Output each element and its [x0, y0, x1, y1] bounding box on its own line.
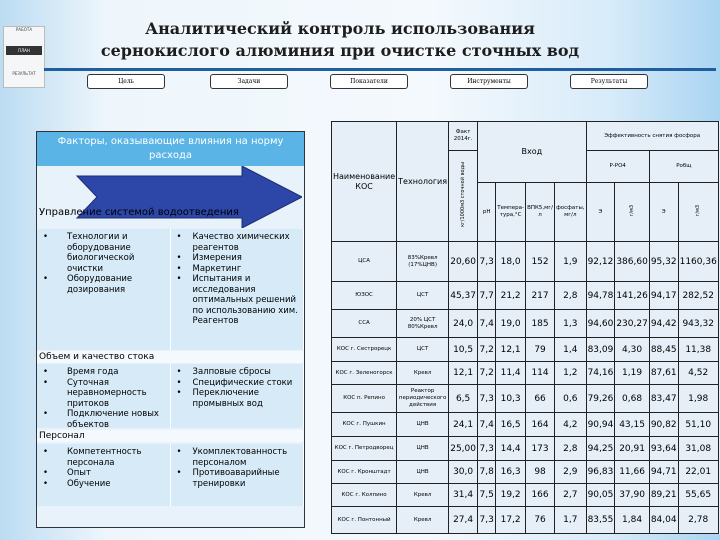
logo-bottom: РЕЗУЛЬТАТ	[12, 71, 36, 76]
table-cell: 22,01	[678, 461, 718, 484]
table-cell: 11,38	[678, 338, 718, 362]
table-cell: 282,52	[678, 282, 718, 310]
table-cell: 19,0	[496, 310, 526, 338]
table-cell: 1,3	[555, 310, 586, 338]
table-cell: 83,09	[586, 338, 615, 362]
table-cell: 37,90	[615, 484, 650, 507]
table-cell: 12,1	[496, 338, 526, 362]
table-cell: 7,2	[478, 338, 496, 362]
list-item: • Оборудование дозирования	[43, 274, 168, 295]
table-cell: 43,15	[615, 413, 650, 437]
table-row	[332, 282, 720, 310]
table-cell: 943,32	[678, 310, 718, 338]
list-item: • Компетентность персонала	[43, 447, 168, 468]
table-row	[332, 484, 720, 507]
table-cell: 11,66	[615, 461, 650, 484]
nav-goal-button[interactable]: Цель	[87, 74, 165, 89]
table-cell: 4,52	[678, 362, 718, 385]
table-cell: 1160,36	[678, 242, 718, 282]
table-row	[332, 461, 720, 484]
nav-tasks-button[interactable]: Задачи	[210, 74, 288, 89]
table-cell: 7,8	[478, 461, 496, 484]
table-cell: 79,26	[586, 385, 615, 413]
table-cell: 1,98	[678, 385, 718, 413]
table-cell: 31,4	[449, 484, 478, 507]
table-cell: 2,78	[678, 507, 718, 534]
table-cell: 25,00	[449, 437, 478, 461]
table-cell: 88,45	[649, 338, 678, 362]
table-cell: 83,47	[649, 385, 678, 413]
section-columns	[37, 229, 304, 350]
section-title: Персонал	[37, 430, 304, 442]
table-cell: 31,08	[678, 437, 718, 461]
table-cell: КОС г. Сестрорецк	[332, 338, 397, 362]
table-cell: 10,3	[496, 385, 526, 413]
table-cell: 27,4	[449, 507, 478, 534]
table-cell: 12,1	[449, 362, 478, 385]
header-name: Наименование КОС	[332, 122, 397, 242]
right-list	[171, 364, 305, 428]
table-cell: 114	[526, 362, 555, 385]
subheader-cell: г/м3	[694, 204, 701, 217]
table-cell: ЦНВ	[397, 437, 449, 461]
nav-tools-button[interactable]: Инструменты	[450, 74, 528, 89]
table-cell: 11,4	[496, 362, 526, 385]
list-item: • Переключение промывных вод	[177, 388, 302, 409]
subheader-cell: Э	[661, 208, 666, 215]
table-row	[332, 413, 720, 437]
table-cell: 83%Кревл (17%ЦНВ)	[397, 242, 449, 282]
table-cell: 10,5	[449, 338, 478, 362]
table-cell: 7,3	[478, 385, 496, 413]
table-cell: 18,0	[496, 242, 526, 282]
table-cell: 21,2	[496, 282, 526, 310]
factors-header: Факторы, оказывающие влияния на норму расхода	[37, 132, 304, 166]
table-cell: 30,0	[449, 461, 478, 484]
list-item: • Измерения	[177, 253, 302, 264]
table-cell: 2,7	[555, 484, 586, 507]
logo-top: РАБОТА	[15, 27, 33, 32]
subheader-cell: ВПК5,мг/л	[527, 205, 554, 218]
table-cell: КОС г. Кронштадт	[332, 461, 397, 484]
list-item: • Специфические стоки	[177, 378, 302, 389]
table-cell: 24,1	[449, 413, 478, 437]
table-cell: 92,12	[586, 242, 615, 282]
logo	[3, 26, 45, 88]
table-row	[332, 310, 720, 338]
left-list	[37, 364, 171, 428]
table-cell: 93,64	[649, 437, 678, 461]
table-cell: 0,6	[555, 385, 586, 413]
subheader-cell: Темпера-тура,°С	[497, 205, 524, 218]
table-cell: КОС г. Петродворец	[332, 437, 397, 461]
list-item: • Опыт	[43, 468, 168, 479]
table-cell: 173	[526, 437, 555, 461]
table-cell: 14,4	[496, 437, 526, 461]
table-cell: 7,4	[478, 413, 496, 437]
table-cell: 66	[526, 385, 555, 413]
table-cell: 94,78	[586, 282, 615, 310]
table-cell: Кревл	[397, 362, 449, 385]
list-item: • Качество химических реагентов	[177, 232, 302, 253]
table-cell: 55,65	[678, 484, 718, 507]
list-item: • Испытания и исследования оптимальных решений по использованию хим. Реагентов	[177, 274, 302, 327]
section-title: Управление системой водоотведения	[39, 207, 239, 218]
table-cell: КОС г. Колпино	[332, 484, 397, 507]
table-row	[332, 362, 720, 385]
right-list	[171, 444, 305, 506]
right-list	[171, 229, 305, 350]
table-cell: 87,61	[649, 362, 678, 385]
table-cell: 94,60	[586, 310, 615, 338]
table-cell: 7,2	[478, 362, 496, 385]
table-cell: 7,3	[478, 507, 496, 534]
nav-indicators-button[interactable]: Показатели	[330, 74, 408, 89]
table-cell: 94,17	[649, 282, 678, 310]
table-cell: 7,4	[478, 310, 496, 338]
logo-middle: ПЛАН	[6, 46, 42, 55]
table-row	[332, 507, 720, 534]
table-cell: 7,3	[478, 242, 496, 282]
table-cell: ЮЗОС	[332, 282, 397, 310]
table-cell: 16,3	[496, 461, 526, 484]
table-cell: 79	[526, 338, 555, 362]
table-cell: 141,26	[615, 282, 650, 310]
section-title: Объем и качество стока	[37, 351, 304, 363]
table-cell: 83,55	[586, 507, 615, 534]
table-cell: 94,42	[649, 310, 678, 338]
table-cell: Кревл	[397, 484, 449, 507]
table-cell: ЦНВ	[397, 413, 449, 437]
table-cell: 1,19	[615, 362, 650, 385]
table-cell: Кревл	[397, 507, 449, 534]
table-cell: КОС п. Репино	[332, 385, 397, 413]
table-cell: 1,2	[555, 362, 586, 385]
table-cell: 74,16	[586, 362, 615, 385]
table-cell: 7,7	[478, 282, 496, 310]
list-item: • Укомплектованность персоналом	[177, 447, 302, 468]
table-cell: 51,10	[678, 413, 718, 437]
table-cell: 1,84	[615, 507, 650, 534]
table-cell: 2,8	[555, 282, 586, 310]
table-cell: 217	[526, 282, 555, 310]
table-cell: 1,7	[555, 507, 586, 534]
table-cell: 17,2	[496, 507, 526, 534]
table-cell: 1,4	[555, 338, 586, 362]
header-ptot: Робщ	[649, 151, 718, 183]
table-cell: 2,9	[555, 461, 586, 484]
table-cell: 1,9	[555, 242, 586, 282]
table-cell: 24,0	[449, 310, 478, 338]
left-list	[37, 229, 171, 350]
list-item: • Залповые сбросы	[177, 367, 302, 378]
header-fact: Факт 2014г.	[449, 122, 478, 151]
table-cell: 96,83	[586, 461, 615, 484]
table-cell: 19,2	[496, 484, 526, 507]
table-cell: 386,60	[615, 242, 650, 282]
table-cell: 20,91	[615, 437, 650, 461]
table-cell: 90,82	[649, 413, 678, 437]
table-cell: 164	[526, 413, 555, 437]
header-input: Вход	[478, 122, 586, 183]
table-cell: 95,32	[649, 242, 678, 282]
factors-panel	[36, 131, 305, 528]
header-efficiency: Эффективность снятия фосфора	[586, 122, 718, 151]
table-cell: ЦСТ	[397, 282, 449, 310]
section-columns	[37, 364, 304, 428]
table-cell: 4,30	[615, 338, 650, 362]
table-row	[332, 242, 720, 282]
table-cell: 7,3	[478, 437, 496, 461]
table-cell: 16,5	[496, 413, 526, 437]
table-cell: 90,94	[586, 413, 615, 437]
table-cell: КОС г. Зеленогорск	[332, 362, 397, 385]
divider	[44, 68, 716, 71]
table-cell: 2,8	[555, 437, 586, 461]
table-cell: 94,71	[649, 461, 678, 484]
table-cell: 84,04	[649, 507, 678, 534]
table-row	[332, 338, 720, 362]
list-item: • Подключение новых объектов	[43, 409, 168, 428]
list-item: • Технологии и оборудование биологической очистки	[43, 232, 168, 274]
table-cell: 185	[526, 310, 555, 338]
table-cell: 6,5	[449, 385, 478, 413]
table-cell: ЦНВ	[397, 461, 449, 484]
section-columns	[37, 444, 304, 506]
header-ppo4: Р-РО4	[586, 151, 649, 183]
subheader-cell: Э	[598, 208, 603, 215]
table-cell: КОС г. Пушкин	[332, 413, 397, 437]
table-cell: 45,37	[449, 282, 478, 310]
subheader-cell: фосфаты, мг/л	[556, 205, 585, 218]
table-cell: 90,05	[586, 484, 615, 507]
table-cell: 230,27	[615, 310, 650, 338]
subheader-cell: рН	[482, 208, 491, 215]
subheader-cell: г/м3	[628, 204, 635, 217]
table-row	[332, 385, 720, 413]
table-cell: 7,5	[478, 484, 496, 507]
list-item: • Суточная неравномерность притоков	[43, 378, 168, 410]
table-cell: 152	[526, 242, 555, 282]
table-cell: ССА	[332, 310, 397, 338]
table-cell: 89,21	[649, 484, 678, 507]
table-cell: ЦСА	[332, 242, 397, 282]
left-list	[37, 444, 171, 506]
table-cell: 166	[526, 484, 555, 507]
table-cell: 4,2	[555, 413, 586, 437]
table-cell: 20% ЦСТ 80%Кревл	[397, 310, 449, 338]
list-item: • Обучение	[43, 479, 168, 490]
header-tech: Технология	[397, 122, 449, 242]
header-dose: кг/1000м3 сточной воды	[460, 162, 467, 227]
table-cell: ЦСТ	[397, 338, 449, 362]
table-cell: Реактор периодического действия	[397, 385, 449, 413]
table-cell: 94,25	[586, 437, 615, 461]
data-table	[331, 121, 720, 534]
nav-results-button[interactable]: Результаты	[570, 74, 648, 89]
table-cell: 20,60	[449, 242, 478, 282]
table-cell: 76	[526, 507, 555, 534]
page-title: Аналитический контроль использования сернокислого алюминия при очистке сточных вод	[100, 19, 580, 60]
list-item: • Время года	[43, 367, 168, 378]
table-cell: 0,68	[615, 385, 650, 413]
table-cell: КОС г. Понтонный	[332, 507, 397, 534]
list-item: • Противоаварийные тренировки	[177, 468, 302, 489]
list-item: • Маркетинг	[177, 264, 302, 275]
table-cell: 98	[526, 461, 555, 484]
table-row	[332, 437, 720, 461]
